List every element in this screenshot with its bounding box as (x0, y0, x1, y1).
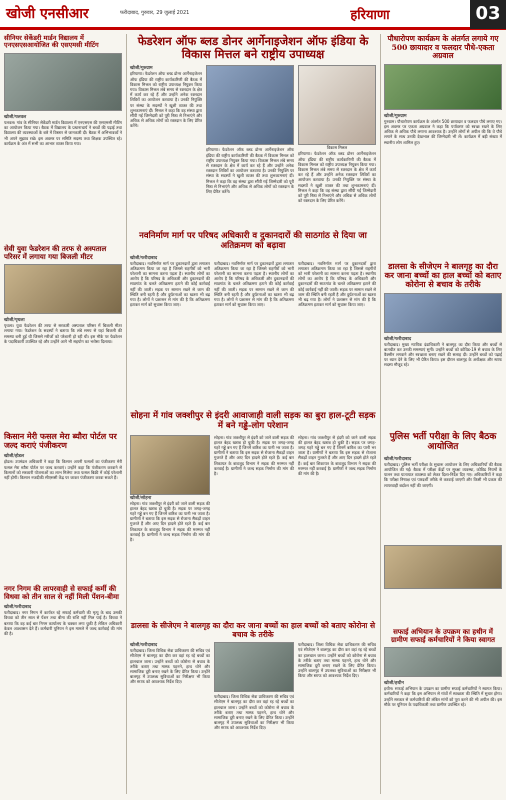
headline: डालसा के सीजेएम ने बालगृह का दौरा कर जाना बच्चों का हाल बच्चों को बताए कोरोना से बचाव के तरीके (384, 261, 502, 290)
article-sanitation-widow (4, 585, 122, 770)
byline: खोजी/पृथला (4, 318, 25, 324)
article-body: हरियाणा। फेडरेशन ऑफ ब्लड डोनर आर्गेनाइजेशन ऑफ इंडिया की राष्ट्रीय कार्यकारिणी की बैठक में विकास मित्तल को राष्ट्रीय उपाध्यक्ष नियुक्त किया गया। विकास मित्तल लंबे समय से रक्तदान के क्षेत्र में कार्य कर रहे हैं और उन्होंने अनेक रक्तदान शिविरों का आयोजन करवाया है। उनकी नियुक्ति पर संस्था के सदस्यों ने खुशी व्यक्त की तथा शुभकामनाएं दीं। मित्तल ने कहा कि वह संस्था द्वारा सौंपी गई जिम्मेदारी को पूरी निष्ठा से निभाएंगे और अधिक से अधिक लोगों को रक्तदान के लिए प्रेरित करेंगे। (298, 151, 376, 204)
article-body: फरीदाबाद। जिला विधिक सेवा प्राधिकरण की सचिव एवं सीजेएम ने बालगृह का दौरा कर वहां रह रहे बच्चों का हालचाल जाना। उन्होंने बच्चों को कोरोना से बचाव के तरीके बताए तथा मास्क पहनने, हाथ धोने और सामाजिक दूरी बनाए रखने के लिए प्रेरित किया। उन्होंने बालगृह में उपलब्ध सुविधाओं का निरीक्षण भी किया और स्टाफ को आवश्यक निर्देश दिए। (298, 642, 376, 679)
article-body: सोहना। गांव जक्शीपुर से इंदरी को जाने वाली सड़क की हालत बेहद खराब हो चुकी है। सड़क पर जगह-जगह गहरे गड्ढे बन गए हैं जिनमें बारिश का पानी भर जाता है। ग्रामीणों ने बताया कि इस सड़क से रोजाना सैकड़ों वाहन गुजरते हैं और आए दिन हादसे होते रहते हैं। कई बार शिकायत के बावजूद विभाग ने सड़क की मरम्मत नहीं करवाई है। ग्रामीणों ने जल्द सड़क निर्माण की मांग की है। (214, 434, 294, 476)
news-photo (384, 647, 502, 677)
headline: पौधारोपण कार्यक्रम के अंतर्गत लगाये गए 500 छायादार व फलदार पौधे-एकता अग्रवाल (387, 34, 499, 61)
byline: खोजी/गुरुग्राम (130, 66, 153, 72)
article-body: फरीदाबाद। पुलिस भर्ती परीक्षा के सुचारू आयोजन के लिए अधिकारियों की बैठक आयोजित की गई। बैठक में परीक्षा केंद्रों पर सुरक्षा व्यवस्था, कोविड नियमों के पालन तथा यातायात व्यवस्था को लेकर दिशा-निर्देश दिए गए। अधिकारियों ने कहा कि परीक्षा निष्पक्ष एवं पारदर्शी तरीके से करवाई जाएगी और किसी भी प्रकार की लापरवाही बर्दाश्त नहीं की जाएगी। (384, 461, 502, 488)
article-body: फरीदाबाद। नवनिर्माण मार्ग पर दुकानदारों द्वारा लगातार अतिक्रमण किया जा रहा है जिससे राहगीरों को भारी परेशानी का सामना करना पड़ता है। स्थानीय लोगों का आरोप है कि परिषद के अधिकारी और दुकानदारों की साठगांठ के चलते अतिक्रमण हटाने की कोई कार्रवाई नहीं की जाती। सड़क पर सामान रखने से जाम की स्थिति बनी रहती है और दुर्घटनाओं का खतरा भी बढ़ गया है। लोगों ने प्रशासन से मांग की है कि अतिक्रमण हटाकर मार्ग को सुचारू किया जाए। (130, 260, 210, 308)
headline: सोहना में गांव जक्शीपुर से इंदरी आवाजाही वाली सड़क का बुरा हाल-टूटी सड़क में बने गड्ढे-लोग परेशान (130, 411, 376, 431)
article-body: हरियाणा। फेडरेशन ऑफ ब्लड डोनर आर्गेनाइजेशन ऑफ इंडिया की राष्ट्रीय कार्यकारिणी की बैठक में विकास मित्तल को राष्ट्रीय उपाध्यक्ष नियुक्त किया गया। विकास मित्तल लंबे समय से रक्तदान के क्षेत्र में कार्य कर रहे हैं और उन्होंने अनेक रक्तदान शिविरों का आयोजन करवाया है। उनकी नियुक्ति पर संस्था के सदस्यों ने खुशी व्यक्त की तथा शुभकामनाएं दीं। मित्तल ने कहा कि वह संस्था द्वारा सौंपी गई जिम्मेदारी को पूरी निष्ठा से निभाएंगे और अधिक से अधिक लोगों को रक्तदान के लिए प्रेरित करेंगे। (206, 147, 294, 195)
article-encroachment (130, 232, 376, 396)
headline: फेडरेशन ऑफ ब्लड डोनर आर्गेनाइजेशन ऑफ इंडिया के विकास मित्तल बने राष्ट्रीय उपाध्यक्ष (137, 34, 369, 62)
column-rule (380, 34, 381, 794)
photo-caption: विकास मित्तल (326, 145, 348, 151)
portrait-photo (206, 65, 294, 145)
article-body: फरीदाबाद। जिला विधिक सेवा प्राधिकरण की सचिव एवं सीजेएम ने बालगृह का दौरा कर वहां रह रहे बच्चों का हालचाल जाना। उन्होंने बच्चों को कोरोना से बचाव के तरीके बताए तथा मास्क पहनने, हाथ धोने और सामाजिक दूरी बनाए रखने के लिए प्रेरित किया। उन्होंने बालगृह में उपलब्ध सुविधाओं का निरीक्षण भी किया और स्टाफ को आवश्यक निर्देश दिए। (130, 648, 210, 685)
news-photo (214, 642, 294, 692)
headline: सफाई अभियान के उपक्रम का हथीन में ग्रामीण सफाई कर्मचारियों ने किया स्वागत (390, 627, 496, 645)
byline: खोजी/पलवल (4, 114, 27, 120)
headline: पुलिस भर्ती परीक्षा के लिए बैठक आयोजित (389, 432, 497, 453)
article-body: हथीन। सफाई अभियान के उपक्रम का ग्रामीण सफाई कर्मचारियों ने स्वागत किया। कर्मचारियों ने कहा कि इस अभियान से गांवों में स्वच्छता की स्थिति में सुधार होगा। उन्होंने सरकार से कर्मचारियों की लंबित मांगों को पूरा करने की भी अपील की। इस मौके पर यूनियन के पदाधिकारी तथा ग्रामीण उपस्थित रहे। (384, 686, 502, 707)
news-photo (384, 64, 502, 110)
article-body: सोहना। गांव जक्शीपुर से इंदरी को जाने वाली सड़क की हालत बेहद खराब हो चुकी है। सड़क पर जगह-जगह गहरे गड्ढे बन गए हैं जिनमें बारिश का पानी भर जाता है। ग्रामीणों ने बताया कि इस सड़क से रोजाना सैकड़ों वाहन गुजरते हैं और आए दिन हादसे होते रहते हैं। कई बार शिकायत के बावजूद विभाग ने सड़क की मरम्मत नहीं करवाई है। ग्रामीणों ने जल्द सड़क निर्माण की मांग की है। (130, 500, 210, 542)
news-photo (384, 293, 502, 333)
article-body: फरीदाबाद। नगर निगम में कार्यरत रहे सफाई कर्मचारी की मृत्यु के बाद उसकी विधवा को तीन साल से पेंशन तथा बीमा की राशि नहीं मिल पाई है। विधवा ने बताया कि वह कई बार निगम कार्यालय के चक्कर लगा चुकी है लेकिन अधिकारी केवल आश्वासन देते हैं। कर्मचारी यूनियन ने इस मामले में जल्द कार्रवाई की मांग की है। (4, 610, 122, 636)
column-rule (126, 34, 127, 794)
page-number: 03 (470, 0, 506, 29)
byline: खोजी/सोहना (130, 495, 152, 501)
section-title: हरियाणा (350, 7, 390, 23)
headline: किसान मेरी फसल मेरा ब्यौरा पोर्टल पर जल्द कराएं पंजीकरण (4, 431, 117, 451)
byline: खोजी/फरीदाबाद (384, 336, 412, 342)
article-body: फरीदाबाद। जिला विधिक सेवा प्राधिकरण की सचिव एवं सीजेएम ने बालगृह का दौरा कर वहां रह रहे बच्चों का हालचाल जाना। उन्होंने बच्चों को कोरोना से बचाव के तरीके बताए तथा मास्क पहनने, हाथ धोने और सामाजिक दूरी बनाए रखने के लिए प्रेरित किया। उन्होंने बालगृह में उपलब्ध सुविधाओं का निरीक्षण भी किया और स्टाफ को आवश्यक निर्देश दिए। (214, 694, 294, 731)
article-sanitation-drive (384, 628, 502, 776)
article-electricity-meter (4, 245, 122, 403)
article-police-exam (384, 432, 502, 589)
byline: खोजी/हथीन (384, 681, 404, 687)
article-school-meeting (4, 35, 122, 220)
article-body: सोहना। गांव जक्शीपुर से इंदरी को जाने वाली सड़क की हालत बेहद खराब हो चुकी है। सड़क पर जगह-जगह गहरे गड्ढे बन गए हैं जिनमें बारिश का पानी भर जाता है। ग्रामीणों ने बताया कि इस सड़क से रोजाना सैकड़ों वाहन गुजरते हैं और आए दिन हादसे होते रहते हैं। कई बार शिकायत के बावजूद विभाग ने सड़क की मरम्मत नहीं करवाई है। ग्रामीणों ने जल्द सड़क निर्माण की मांग की है। (298, 434, 376, 476)
article-body: पलवल। गांव के सीनियर सेकेंडरी मार्डन विद्यालय में एनएसएस की एसएमसी मीटिंग का आयोजन किया गया। बैठक में विद्यालय के प्रधानाचार्य ने बच्चों की पढ़ाई तथा विद्यालय की व्यवस्थाओं के बारे में विस्तार से जानकारी दी। बैठक में अभिभावकों ने भी अपने सुझाव रखे। इस अवसर पर समिति सदस्य तथा शिक्षक उपस्थित रहे। कार्यक्रम के अंत में सभी का आभार व्यक्त किया गया। (4, 119, 122, 146)
article-body: होडल। उपमंडल अधिकारी ने कहा कि किसान अपनी फसलों का पंजीकरण मेरी फसल मेरा ब्यौरा पोर्टल पर जल्द करवाएं। उन्होंने कहा कि पंजीकरण करवाने से किसानों को सरकारी योजनाओं का लाभ मिलेगा तथा फसल बिक्री में कोई परेशानी नहीं होगी। किसान नजदीकी सीएससी केंद्र पर जाकर पंजीकरण करवा सकते हैं। (4, 459, 122, 480)
article-body: पृथला। युवा फेडरेशन की तरफ से सरकारी अस्पताल परिसर में बिजली मीटर लगाया गया। फेडरेशन के सदस्यों ने बताया कि लंबे समय से यहां बिजली की समस्या बनी हुई थी जिससे मरीजों को परेशानी हो रही थी। इस मौके पर फेडरेशन के पदाधिकारी उपस्थित रहे और उन्होंने आगे भी सहयोग का भरोसा दिलाया। (4, 323, 122, 344)
portrait-photo (298, 65, 376, 145)
article-blood-donor (130, 35, 376, 221)
byline: खोजी/फरीदाबाद (4, 605, 32, 611)
byline: खोजी/होडल (4, 454, 25, 460)
headline: सीनियर सेकेंडरी मार्डन विद्यालय में एनएसएसआयोजित की एसएमसी मीटिंग (4, 34, 99, 50)
article-body: गुरुग्राम। पौधारोपण कार्यक्रम के अंतर्गत 500 छायादार व फलदार पौधे लगाए गए। इस अवसर पर एकता अग्रवाल ने कहा कि पर्यावरण को स्वच्छ रखने के लिए अधिक से अधिक पौधे लगाना आवश्यक है। उन्होंने लोगों से अपील की कि वे पौधे लगाने के साथ उनकी देखभाल की जिम्मेदारी भी लें। कार्यक्रम में बड़ी संख्या में स्थानीय लोग शामिल हुए। (384, 118, 502, 145)
article-body: फरीदाबाद। मुख्य न्यायिक दंडाधिकारी ने बालगृह का दौरा किया और बच्चों से बातचीत कर उनकी समस्याएं सुनीं। उन्होंने बच्चों को कोविड-19 से बचाव के लिए वैक्सीन लगवाने और स्वच्छता बनाए रखने की सलाह दी। उन्होंने बच्चों को पढ़ाई पर ध्यान देने के लिए भी प्रेरित किया। इस दौरान बालगृह के अधीक्षक और स्टाफ सदस्य मौजूद रहे। (384, 341, 502, 368)
headline: सेवी युवा फेडरेशन की तरफ से अस्पताल परिसर में लगाया गया बिजली मीटर (4, 244, 107, 262)
byline: खोजी/फरीदाबाद (130, 255, 158, 261)
headline: डालसा के सीजेएम ने बालगृह का दौरा कर जाना बच्चों का हाल बच्चों को बताए कोरोना से बचाव के तरीके (130, 621, 376, 639)
news-photo (130, 435, 210, 495)
newspaper-logo: खोजी एनसीआर (6, 6, 89, 22)
news-photo (4, 53, 122, 111)
edition-info: फरीदाबाद, गुरुवार, 29 जुलाई 2021 (120, 10, 190, 16)
article-body: फरीदाबाद। नवनिर्माण मार्ग पर दुकानदारों द्वारा लगातार अतिक्रमण किया जा रहा है जिससे राहगीरों को भारी परेशानी का सामना करना पड़ता है। स्थानीय लोगों का आरोप है कि परिषद के अधिकारी और दुकानदारों की साठगांठ के चलते अतिक्रमण हटाने की कोई कार्रवाई नहीं की जाती। सड़क पर सामान रखने से जाम की स्थिति बनी रहती है और दुर्घटनाओं का खतरा भी बढ़ गया है। लोगों ने प्रशासन से मांग की है कि अतिक्रमण हटाकर मार्ग को सुचारू किया जाए। (214, 260, 294, 308)
headline: नवनिर्माण मार्ग पर परिषद अधिकारी व दुकानदारों की साठगांठ से दिया जा अतिक्रमण को बढ़ावा (139, 231, 367, 251)
article-body: फरीदाबाद। नवनिर्माण मार्ग पर दुकानदारों द्वारा लगातार अतिक्रमण किया जा रहा है जिससे राहगीरों को भारी परेशानी का सामना करना पड़ता है। स्थानीय लोगों का आरोप है कि परिषद के अधिकारी और दुकानदारों की साठगांठ के चलते अतिक्रमण हटाने की कोई कार्रवाई नहीं की जाती। सड़क पर सामान रखने से जाम की स्थिति बनी रहती है और दुर्घटनाओं का खतरा भी बढ़ गया है। लोगों ने प्रशासन से मांग की है कि अतिक्रमण हटाकर मार्ग को सुचारू किया जाए। (298, 260, 376, 308)
news-photo (4, 264, 122, 314)
byline: खोजी/फरीदाबाद (384, 456, 412, 462)
byline: खोजी/फरीदाबाद (130, 643, 158, 649)
article-dalsa-visit (384, 262, 502, 400)
article-farmer-portal (4, 432, 122, 569)
article-plantation (384, 35, 502, 244)
article-sohna-road (130, 412, 376, 615)
article-dalsa-visit-2 (130, 622, 376, 790)
article-body: हरियाणा। फेडरेशन ऑफ ब्लड डोनर आर्गेनाइजेशन ऑफ इंडिया की राष्ट्रीय कार्यकारिणी की बैठक में विकास मित्तल को राष्ट्रीय उपाध्यक्ष नियुक्त किया गया। विकास मित्तल लंबे समय से रक्तदान के क्षेत्र में कार्य कर रहे हैं और उन्होंने अनेक रक्तदान शिविरों का आयोजन करवाया है। उनकी नियुक्ति पर संस्था के सदस्यों ने खुशी व्यक्त की तथा शुभकामनाएं दीं। मित्तल ने कहा कि वह संस्था द्वारा सौंपी गई जिम्मेदारी को पूरी निष्ठा से निभाएंगे और अधिक से अधिक लोगों को रक्तदान के लिए प्रेरित करेंगे। (130, 71, 202, 129)
headline: नगर निगम की लापरवाही से सफाई कर्मी की विधवा को तीन साल से नहीं मिली पेंशन-बीमा (4, 584, 119, 602)
news-photo (384, 545, 502, 589)
masthead (0, 0, 506, 30)
byline: खोजी/गुरुग्राम (384, 113, 407, 119)
